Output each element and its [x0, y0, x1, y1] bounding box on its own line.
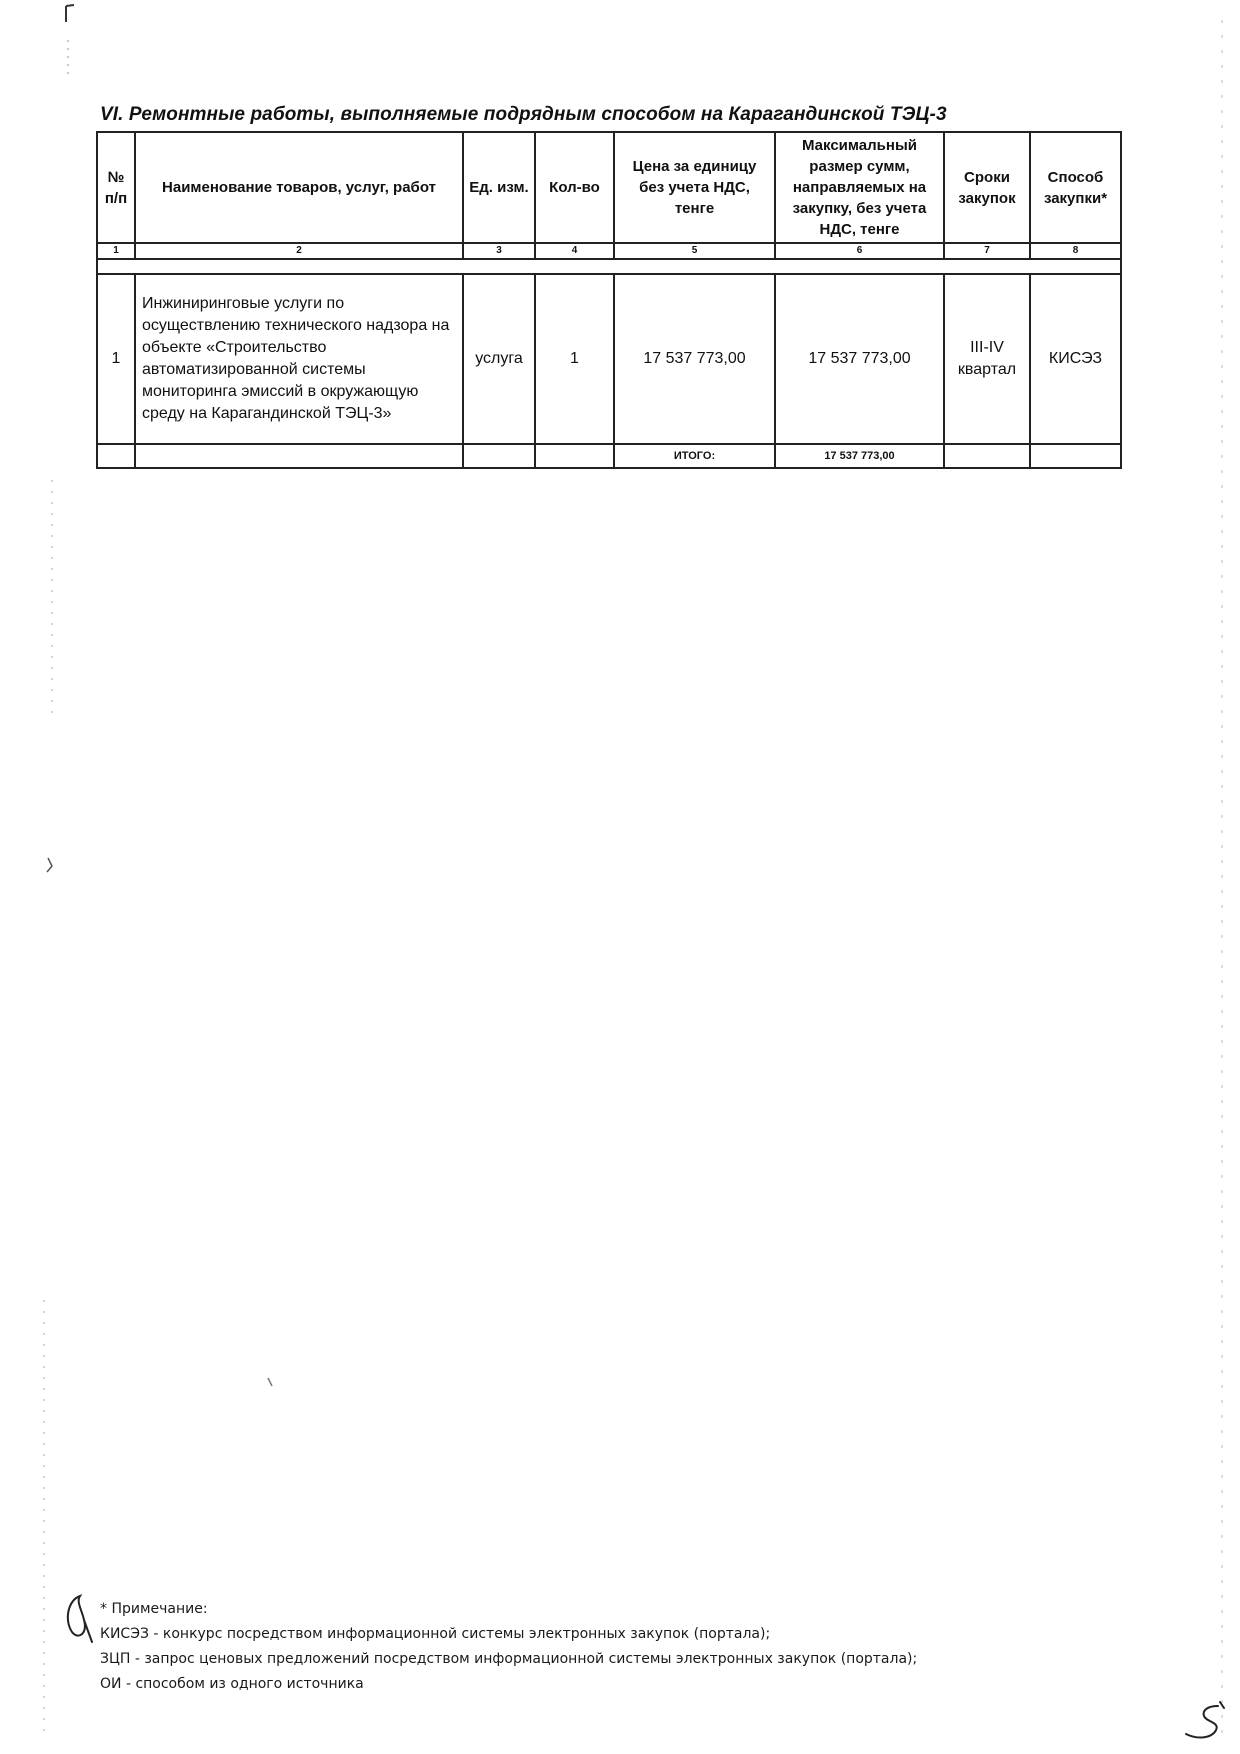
- header-price: Цена за единицу без учета НДС, тенге: [614, 132, 775, 243]
- column-number: 2: [135, 243, 463, 259]
- footnote-line: ОИ - способом из одного источника: [100, 1676, 364, 1692]
- total-empty-cell: [135, 444, 463, 468]
- handwritten-signature-icon: [1180, 1700, 1230, 1746]
- column-number: 5: [614, 243, 775, 259]
- total-empty-cell: [944, 444, 1030, 468]
- footnote-line: ЗЦП - запрос ценовых предложений посредством информационной системы электронных закупок (портала);: [100, 1651, 918, 1667]
- column-number: 4: [535, 243, 614, 259]
- row-method: КИСЭЗ: [1030, 274, 1121, 444]
- total-empty-cell: [97, 444, 135, 468]
- column-number: 3: [463, 243, 535, 259]
- total-empty-cell: [463, 444, 535, 468]
- header-row: [97, 132, 1121, 243]
- header-name: Наименование товаров, услуг, работ: [135, 132, 463, 243]
- header-unit: Ед. изм.: [463, 132, 535, 243]
- header-period: Сроки закупок: [944, 132, 1030, 243]
- header-num: № п/п: [97, 132, 135, 243]
- column-number: 8: [1030, 243, 1121, 259]
- section-title: VI. Ремонтные работы, выполняемые подрядным способом на Карагандинской ТЭЦ-3: [100, 104, 947, 125]
- column-number: 7: [944, 243, 1030, 259]
- table-row: [97, 274, 1121, 444]
- total-label: ИТОГО:: [614, 444, 775, 468]
- total-empty-cell: [1030, 444, 1121, 468]
- footnote-line: КИСЭЗ - конкурс посредством информационной системы электронных закупок (портала);: [100, 1626, 771, 1642]
- row-num: 1: [97, 274, 135, 444]
- spacer-cell: [97, 259, 1121, 274]
- column-number: 1: [97, 243, 135, 259]
- footnote-heading: * Примечание:: [100, 1601, 208, 1617]
- header-qty: Кол-во: [535, 132, 614, 243]
- header-method: Способ закупки*: [1030, 132, 1121, 243]
- header-max-sum: Максимальный размер сумм, направляемых на закупку, без учета НДС, тенге: [775, 132, 944, 243]
- row-qty: 1: [535, 274, 614, 444]
- total-row: [97, 444, 1121, 468]
- row-unit: услуга: [463, 274, 535, 444]
- row-name: Инжиниринговые услуги по осуществлению технического надзора на объекте «Строительство автоматизированной системы мониторинга эмиссий в окружающую среду на Карагандинской ТЭЦ-3»: [135, 274, 463, 444]
- total-value: 17 537 773,00: [775, 444, 944, 468]
- procurement-table: [96, 131, 1122, 469]
- row-period: III-IV квартал: [944, 274, 1030, 444]
- column-numbering-row: [97, 243, 1121, 259]
- column-number: 6: [775, 243, 944, 259]
- footnote: [100, 1597, 917, 1697]
- handwritten-mark-icon: [58, 1590, 98, 1646]
- row-price: 17 537 773,00: [614, 274, 775, 444]
- total-empty-cell: [535, 444, 614, 468]
- spacer-row: [97, 259, 1121, 274]
- row-max-sum: 17 537 773,00: [775, 274, 944, 444]
